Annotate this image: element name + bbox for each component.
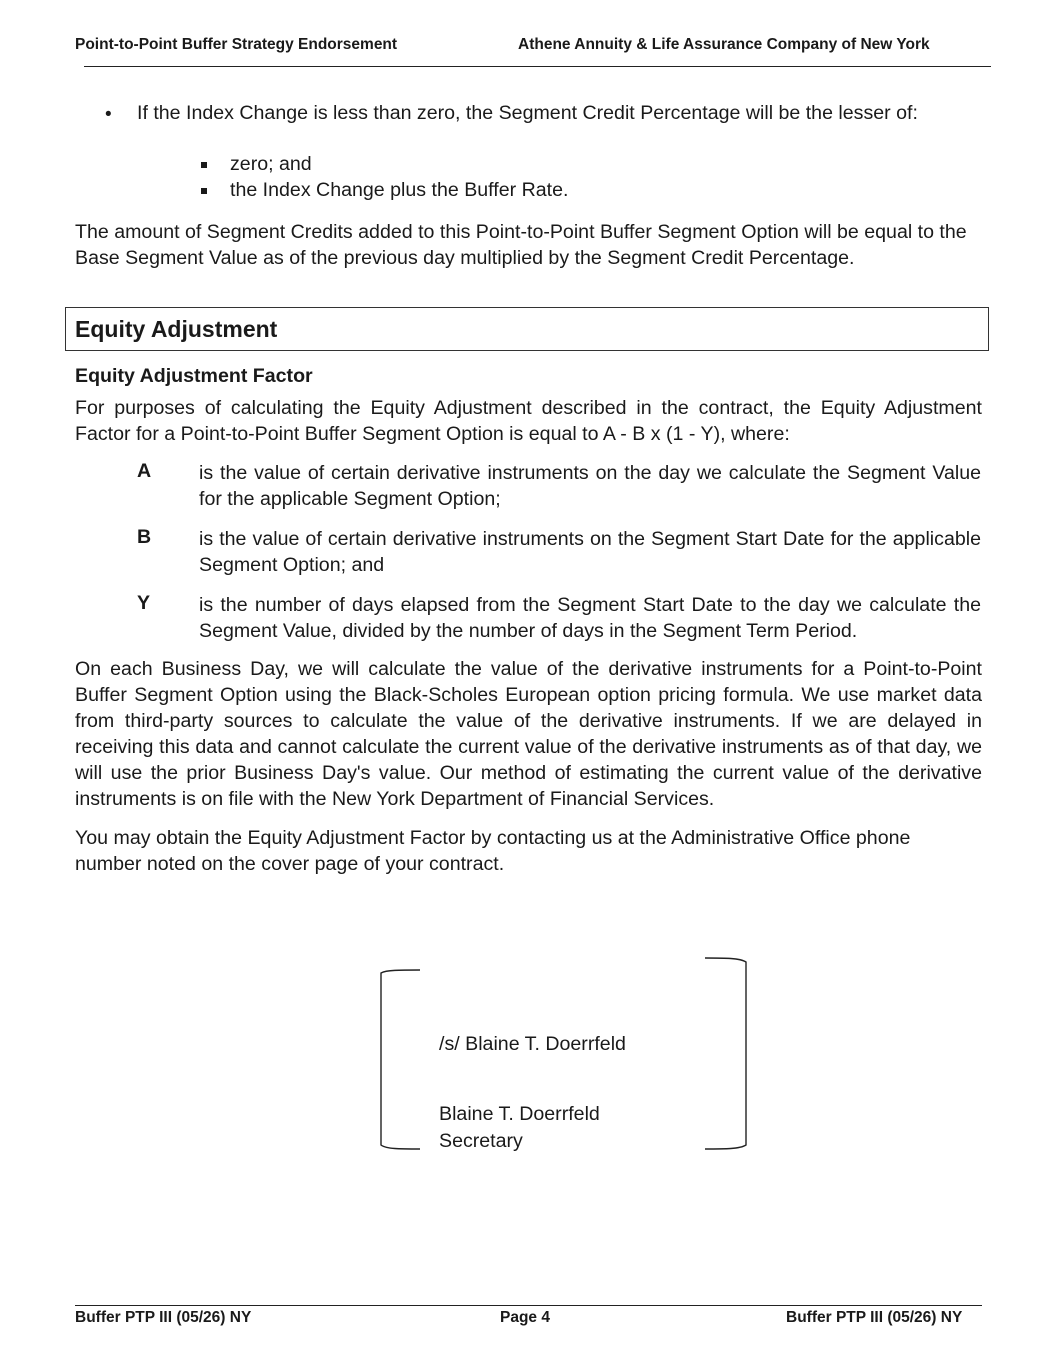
valuation-paragraph: On each Business Day, we will calculate the value of the derivative instruments for a Point-to-Point Buffer Segment Option using the Black-Scholes European option pricing formula. We use market data from third-party sources to calculate the value of the derivative instruments. If we are delayed in receiving this data and cannot calculate the current value of the derivative instruments as of that day, we will use the prior Business Day's value. Our method of estimating the current value of the derivative instruments is on file with the New York Department of Financial Services. [75, 658, 982, 810]
bullet-text: If the Index Change is less than zero, the Segment Credit Percentage will be the lesser of: [137, 102, 918, 124]
footer-page-number: Page 4 [500, 1309, 550, 1326]
bullet-marker: • [105, 104, 112, 125]
signatory-name: Blaine T. Doerrfeld [439, 1103, 600, 1125]
definition-term-a: A [137, 460, 152, 482]
signature-line: /s/ Blaine T. Doerrfeld [439, 1033, 626, 1055]
subheading: Equity Adjustment Factor [75, 365, 313, 387]
signatory-title: Secretary [439, 1130, 523, 1152]
definition-term-y: Y [137, 592, 151, 614]
footer-form-number-left: Buffer PTP III (05/26) NY [75, 1309, 252, 1326]
definition-text-a: is the value of certain derivative instruments on the day we calculate the Segment Value for the applicable Segment Option; [199, 462, 981, 510]
header-company-name: Athene Annuity & Life Assurance Company of New York [518, 36, 930, 53]
sub-item-2: the Index Change plus the Buffer Rate. [230, 179, 569, 201]
segment-credits-paragraph: The amount of Segment Credits added to this Point-to-Point Buffer Segment Option will be equal to the Base Segment Value as of the previous day multiplied by the Segment Credit Percentage. [75, 221, 967, 269]
footer-form-number-right: Buffer PTP III (05/26) NY [786, 1309, 963, 1326]
footer-divider [75, 1305, 982, 1306]
header-left-title: Point-to-Point Buffer Strategy Endorsement [75, 36, 398, 53]
contact-paragraph: You may obtain the Equity Adjustment Factor by contacting us at the Administrative Office phone number noted on the cover page of your contract. [75, 827, 911, 875]
definition-text-b: is the value of certain derivative instruments on the Segment Start Date for the applicable Segment Option; and [199, 528, 981, 576]
intro-paragraph: For purposes of calculating the Equity Adjustment described in the contract, the Equity Adjustment Factor for a Point-to-Point Buffer Segment Option is equal to A - B x (1 - Y), where: [75, 397, 982, 445]
definition-term-b: B [137, 526, 152, 548]
sub-item-1: zero; and [230, 153, 312, 175]
definition-text-y: is the number of days elapsed from the Segment Start Date to the day we calculate the Segment Value, divided by the number of days in the Segment Term Period. [199, 594, 981, 642]
section-title: Equity Adjustment [75, 316, 278, 342]
